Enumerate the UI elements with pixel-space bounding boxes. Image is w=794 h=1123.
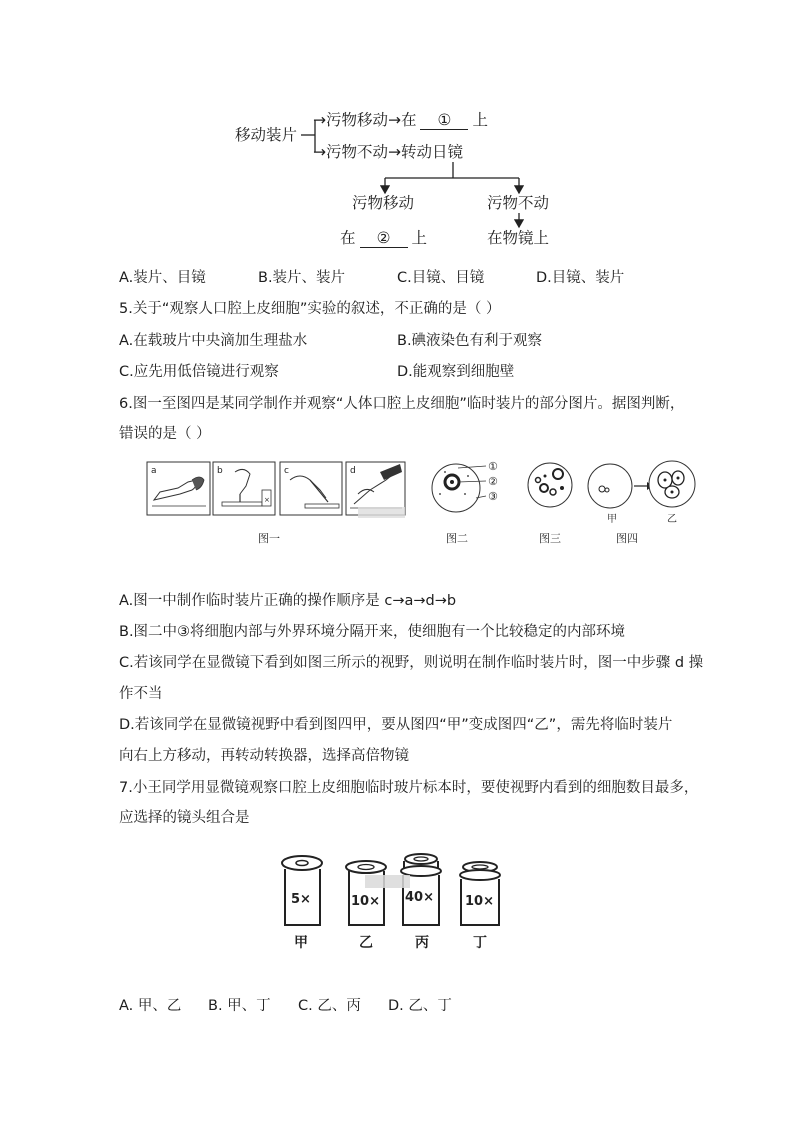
smudge: [358, 507, 405, 518]
svg-text:乙: 乙: [667, 514, 677, 525]
q7-stem-line2: 应选择的镜头组合是: [119, 810, 250, 826]
q4-option-b: B.装片、装片: [258, 270, 346, 286]
left-result-pre: 在: [340, 229, 356, 247]
flowchart-right-node: 污物不动: [487, 194, 550, 212]
q7-option-d: D. 乙、丁: [388, 998, 452, 1014]
lens-bing: [401, 854, 441, 925]
lens-jia: [282, 856, 322, 925]
flowchart-left-result: [340, 228, 427, 248]
q7-stem-line1: 7.小王同学用显微镜观察口腔上皮细胞临时玻片标本时，要使视野内看到的细胞数目最多，: [119, 780, 699, 796]
q6-option-d-line1: D.若该同学在显微镜视野中看到图四甲，要从图四“甲”变成图四“乙”，需先将临时装片: [119, 717, 673, 733]
q6-stem-line2: 错误的是（ ）: [119, 426, 211, 442]
lens-label-jia: 甲: [294, 935, 308, 951]
q6-option-b: B.图二中③将细胞内部与外界环境分隔开来，使细胞有一个比较稳定的内部环境: [119, 624, 626, 640]
q6-option-c-line2: 作不当: [119, 686, 163, 702]
caption-fig4: 图四: [616, 532, 638, 545]
svg-text:③: ③: [488, 490, 498, 503]
smudge: [365, 875, 410, 888]
q7-lens-figure: [270, 845, 520, 955]
svg-text:②: ②: [488, 475, 498, 488]
svg-text:d: d: [350, 466, 356, 476]
svg-text:甲: 甲: [607, 514, 617, 525]
blank-1: ①: [420, 111, 468, 130]
q6-option-c-line1: C.若该同学在显微镜下看到如图三所示的视野，则说明在制作临时装片时，图一中步骤 d 操: [119, 655, 704, 671]
lens-label-ding: 丁: [473, 935, 487, 951]
svg-text:a: a: [151, 466, 157, 476]
q4-option-a: A.装片、目镜: [119, 270, 206, 286]
fig1-panel-d: [346, 462, 405, 518]
fig1-panel-a: [147, 462, 210, 515]
lens-ding: [460, 862, 500, 925]
q6-option-d-line2: 向右上方移动，再转动转换器，选择高倍物镜: [119, 748, 409, 764]
q5-option-c: C.应先用低倍镜进行观察: [119, 364, 279, 380]
q7-option-a: A. 甲、乙: [119, 998, 182, 1014]
lens-label-bing: 丙: [415, 935, 429, 951]
caption-fig2: 图二: [446, 532, 468, 545]
flowchart-left-node: 污物移动: [352, 194, 415, 212]
svg-text:40×: 40×: [405, 890, 434, 905]
lens-yi: [346, 861, 386, 925]
q5-stem: 5.关于“观察人口腔上皮细胞”实验的叙述，不正确的是（ ）: [119, 301, 501, 317]
svg-text:10×: 10×: [351, 894, 380, 909]
lens-label-yi: 乙: [359, 935, 373, 951]
flowchart-root: 移动装片: [235, 126, 298, 144]
svg-text:c: c: [284, 466, 289, 476]
svg-text:5×: 5×: [291, 892, 311, 907]
svg-text:b: b: [217, 466, 223, 476]
q6-option-a: A.图一中制作临时装片正确的操作顺序是 c→a→d→b: [119, 593, 457, 609]
flowchart-top-branch-text: →污物移动→在: [313, 111, 417, 129]
q5-option-b: B.碘液染色有利于观察: [397, 333, 543, 349]
svg-text:×: ×: [264, 496, 270, 504]
fig2-cell: [432, 460, 498, 512]
q7-option-b: B. 甲、丁: [208, 998, 271, 1014]
q6-stem-line1: 6.图一至图四是某同学制作并观察“人体口腔上皮细胞”临时装片的部分图片。据图判断，: [119, 396, 685, 412]
flowchart-top-end: 上: [472, 111, 488, 129]
blank-2: ②: [360, 229, 408, 248]
fig4-field-jia: [588, 464, 632, 525]
svg-text:10×: 10×: [465, 894, 494, 909]
caption-fig1: 图一: [258, 532, 280, 545]
fig1-panel-c: [280, 462, 342, 515]
flowchart-top-branch: [313, 110, 488, 130]
fig4-field-yi: [649, 461, 695, 525]
left-result-post: 上: [411, 229, 428, 247]
q4-option-c: C.目镜、目镜: [397, 270, 485, 286]
caption-fig3: 图三: [539, 532, 561, 545]
q7-option-c: C. 乙、丙: [298, 998, 361, 1014]
q6-figure: [140, 450, 710, 550]
svg-text:①: ①: [488, 460, 498, 473]
q5-option-d: D.能观察到细胞壁: [397, 364, 515, 380]
q5-option-a: A.在载玻片中央滴加生理盐水: [119, 333, 308, 349]
flowchart-lines: [0, 0, 794, 260]
fig3-field: [528, 463, 572, 507]
fig1-panel-b: [213, 462, 275, 515]
q4-option-d: D.目镜、装片: [536, 270, 625, 286]
flowchart-bottom-branch: →污物不动→转动日镜: [313, 143, 463, 161]
flowchart-right-result: 在物镜上: [487, 229, 550, 247]
